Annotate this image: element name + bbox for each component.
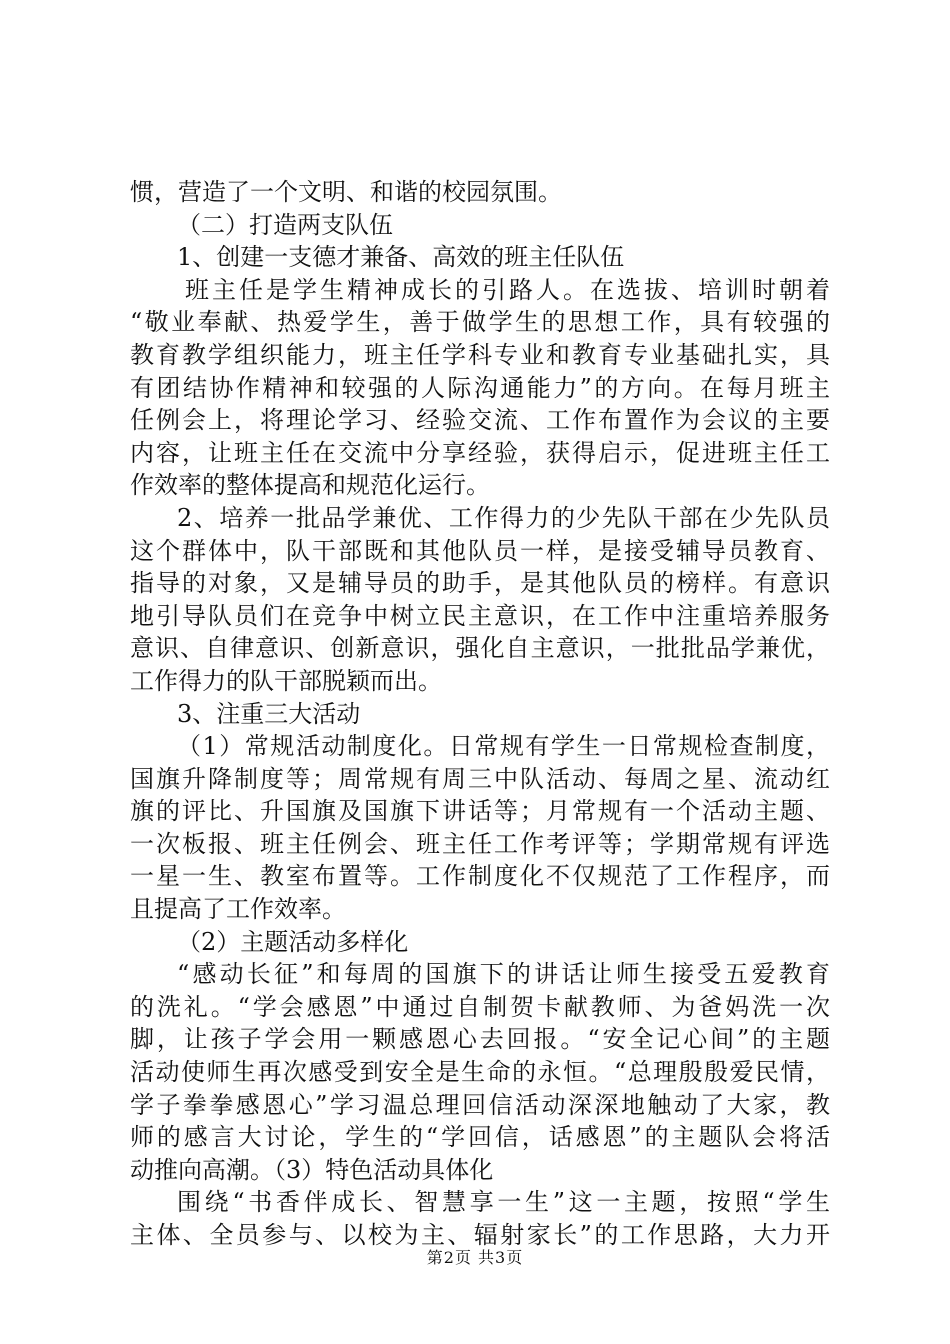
text-line: 1、创建一支德才兼备、高效的班主任队伍 [177,243,625,272]
text-line: （2）主题活动多样化 [177,927,409,956]
text-line: 教育教学组织能力，班主任学科专业和教育专业基础扎实，具 [130,340,830,369]
text-line: 一星一生、教室布置等。工作制度化不仅规范了工作程序，而 [130,862,830,891]
text-line: 工作得力的队干部脱颖而出。 [130,666,442,695]
text-line: 作效率的整体提高和规范化运行。 [130,471,490,500]
text-line: （1）常规活动制度化。日常规有学生一日常规检查制度， [177,732,830,761]
text-line: 一次板报、班主任例会、班主任工作考评等；学期常规有评选 [130,829,830,858]
text-line: 惯，营造了一个文明、和谐的校园氛围。 [130,178,562,206]
text-line: “敬业奉献、热爱学生，善于做学生的思想工作，具有较强的 [130,308,830,337]
text-line: 意识、自律意识、创新意识，强化自主意识，一批批品学兼优， [130,634,830,663]
text-line: 指导的对象，又是辅导员的助手，是其他队员的榜样。有意识 [130,569,830,598]
text-line: 活动使师生再次感受到安全是生命的永恒。“总理殷殷爱民情， [130,1058,830,1087]
text-line: 围绕“书香伴成长、智慧享一生”这一主题，按照“学生 [177,1188,830,1217]
text-line: 主体、全员参与、以校为主、辐射家长”的工作思路，大力开 [130,1221,830,1249]
text-line: 2、培养一批品学兼优、工作得力的少先队干部在少先队员 [177,503,830,532]
text-line: 内容，让班主任在交流中分享经验，获得启示，促进班主任工 [130,438,830,467]
text-line: 的洗礼。“学会感恩”中通过自制贺卡献教师、为爸妈洗一次 [130,992,830,1021]
page-footer: 第2页 共3页 [426,1248,524,1267]
text-line: （二）打造两支队伍 [177,210,393,239]
text-line: 3、注重三大活动 [177,699,361,728]
text-line: “感动长征”和每周的国旗下的讲话让师生接受五爱教育 [177,960,830,989]
text-line: 且提高了工作效率。 [130,895,346,924]
text-line: 学子拳拳感恩心”学习温总理回信活动深深地触动了大家，教 [130,1090,830,1119]
text-line: 师的感言大讨论，学生的“学回信，话感恩”的主题队会将活 [130,1123,830,1152]
document-body [130,176,830,1252]
text-line: 旗的评比、升国旗及国旗下讲话等；月常规有一个活动主题、 [130,797,830,826]
text-line: 地引导队员们在竞争中树立民主意识，在工作中注重培养服务 [130,601,830,630]
text-line: 任例会上，将理论学习、经验交流、工作布置作为会议的主要 [130,406,830,435]
text-line: 动推向高潮。（3）特色活动具体化 [130,1155,494,1184]
text-line: 班主任是学生精神成长的引路人。在选拔、培训时朝着 [185,275,830,304]
text-line: 脚，让孩子学会用一颗感恩心去回报。“安全记心间”的主题 [130,1025,830,1054]
text-line: 有团结协作精神和较强的人际沟通能力”的方向。在每月班主 [130,373,830,402]
text-line: 国旗升降制度等；周常规有周三中队活动、每周之星、流动红 [130,764,830,793]
text-line: 这个群体中，队干部既和其他队员一样，是接受辅导员教育、 [130,536,830,565]
